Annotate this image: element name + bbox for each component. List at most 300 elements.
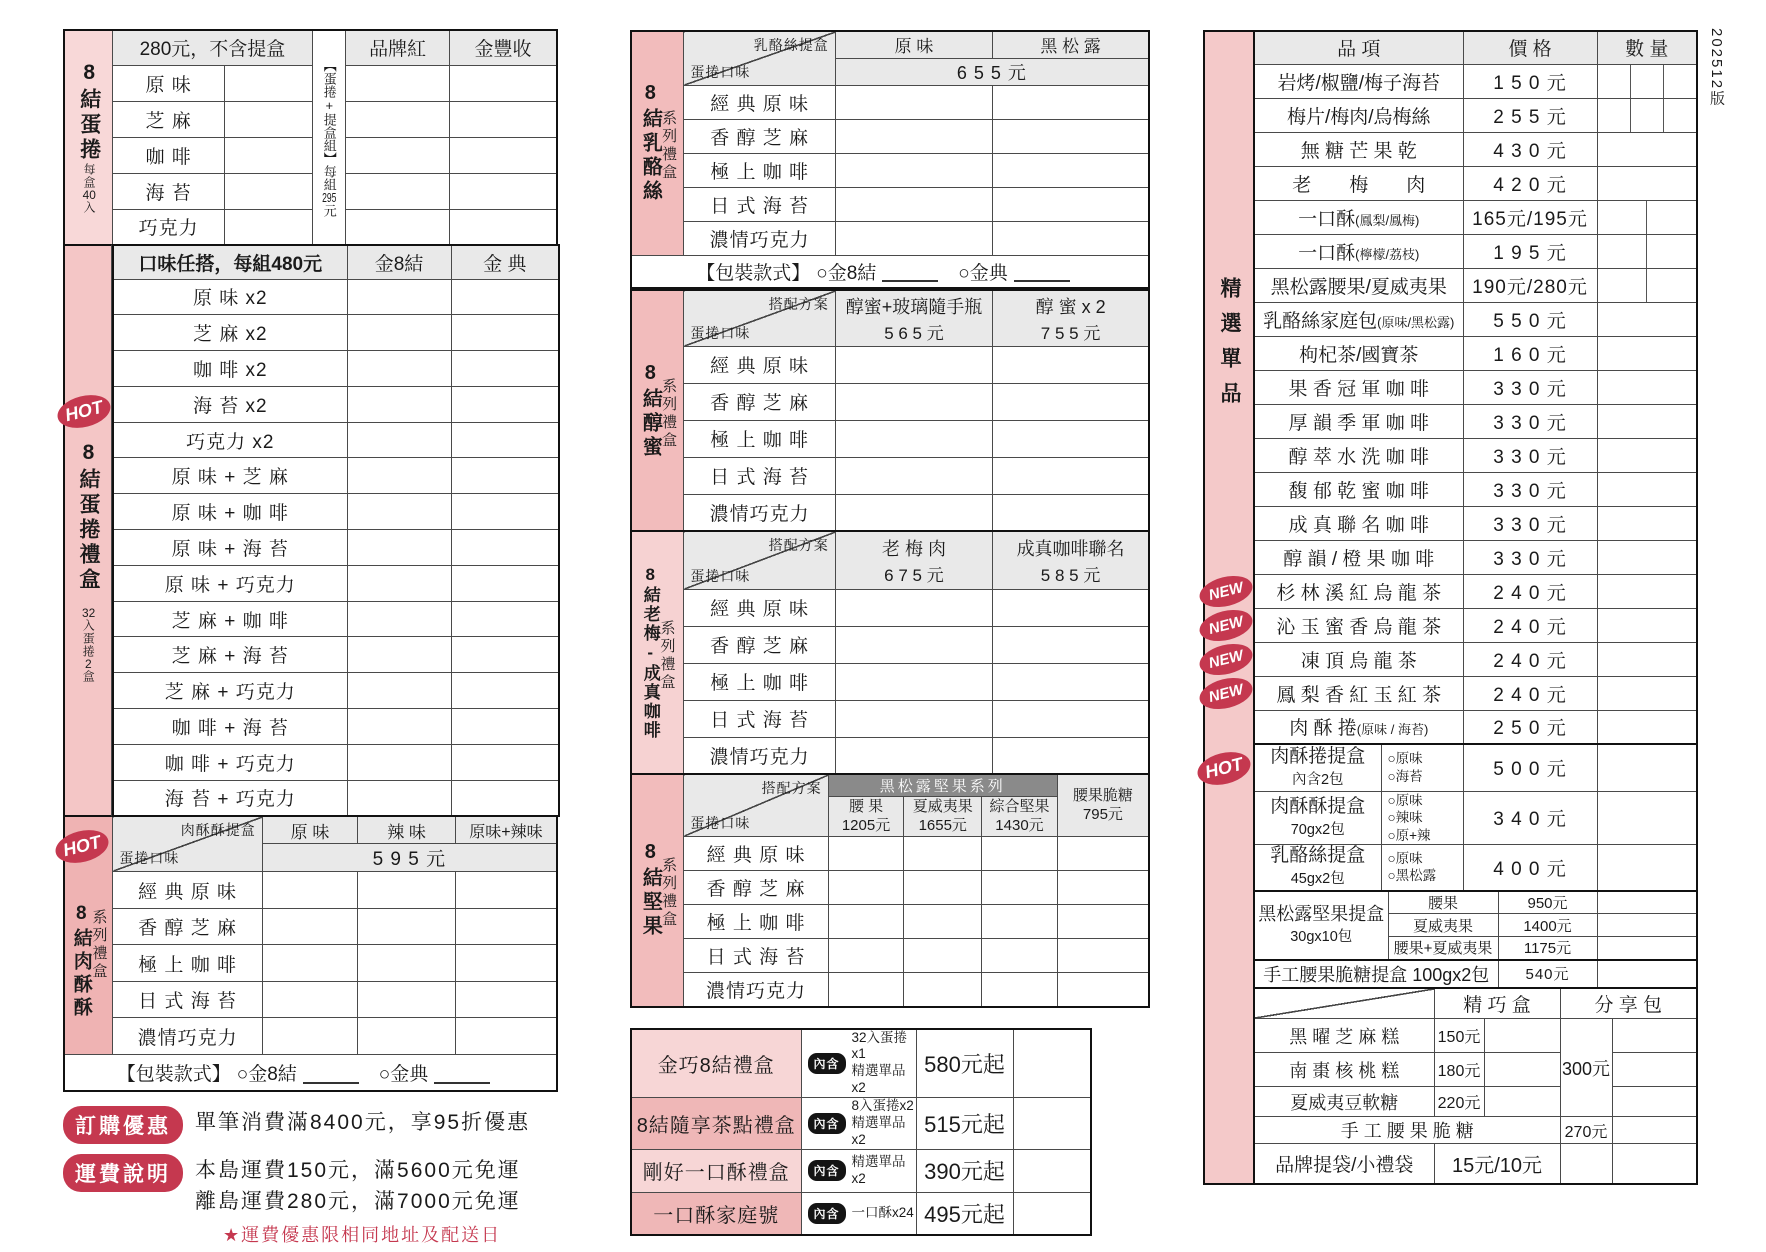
- qty-cell[interactable]: [993, 187, 1149, 221]
- qty-cell[interactable]: [1597, 744, 1697, 791]
- table-row: [631, 221, 1149, 255]
- qty-cell[interactable]: [982, 837, 1058, 871]
- qty-cell[interactable]: [835, 663, 992, 700]
- price-cell: 3 3 0 元: [1463, 438, 1597, 472]
- option-boxes-table: [1203, 743, 1698, 892]
- qty-cell[interactable]: [262, 872, 358, 909]
- qty-cell[interactable]: [904, 939, 982, 973]
- combo-label: 巧克力 x2: [113, 422, 347, 458]
- combo-label: 芝 麻 x2: [113, 315, 347, 351]
- table-row: [1254, 506, 1697, 540]
- column-header: 腰果脆糖 795元: [1057, 774, 1149, 837]
- table-row: [1254, 336, 1697, 370]
- qty-cell[interactable]: [347, 601, 451, 637]
- price-cell: 5 9 5 元: [262, 844, 557, 872]
- truffle-nut-band: 黑松露堅果系列: [828, 774, 1057, 797]
- qty-cell[interactable]: [455, 872, 557, 909]
- qty-cell[interactable]: [993, 383, 1149, 420]
- flavor-label: 香 醇 芝 麻: [684, 119, 835, 153]
- item-name: 枸杞茶/國寶茶: [1254, 336, 1463, 370]
- qty-cell[interactable]: [358, 908, 456, 945]
- qty-cell[interactable]: [835, 589, 992, 626]
- item-name: 老 梅 肉: [1254, 166, 1463, 200]
- qty-cell[interactable]: [262, 908, 358, 945]
- qty-cell[interactable]: [347, 458, 451, 494]
- qty-cell[interactable]: [1597, 540, 1697, 574]
- qty-cell[interactable]: [347, 780, 451, 816]
- combo-label: 咖 啡 + 巧克力: [113, 744, 347, 780]
- table-row: [1254, 132, 1697, 166]
- price-cell: 1 6 0 元: [1463, 336, 1597, 370]
- column-header-price: 價 格: [1463, 31, 1597, 64]
- qty-cell[interactable]: [1057, 905, 1149, 939]
- qty-cell[interactable]: [993, 626, 1149, 663]
- qty-cell[interactable]: [346, 65, 450, 101]
- qty-cell[interactable]: [1597, 64, 1697, 98]
- fill-blank[interactable]: [434, 1062, 490, 1084]
- option-original[interactable]: ○原味: [1387, 792, 1423, 808]
- qty-cell[interactable]: [982, 973, 1058, 1007]
- option-seaweed[interactable]: ○海苔: [1387, 768, 1423, 784]
- qty-cell[interactable]: [904, 905, 982, 939]
- qty-cell[interactable]: [262, 1018, 358, 1055]
- column-header: 老 梅 肉 6 7 5 元: [835, 531, 992, 589]
- sweets-table: [1253, 987, 1698, 1185]
- qty-cell[interactable]: [1597, 438, 1697, 472]
- combo-label: 海 苔 x2: [113, 386, 347, 422]
- qty-cell[interactable]: [993, 420, 1149, 457]
- qty-cell[interactable]: [993, 153, 1149, 187]
- flavor-label: 極 上 咖 啡: [684, 663, 835, 700]
- qty-cell[interactable]: [451, 673, 559, 709]
- qty-cell[interactable]: [828, 905, 904, 939]
- column-header: 原味+辣味: [455, 816, 557, 844]
- flavor-label: 香 醇 芝 麻: [684, 383, 835, 420]
- table-row: [631, 119, 1149, 153]
- qty-cell[interactable]: [224, 137, 312, 173]
- section-title: 8結老梅-成真咖啡: [640, 565, 660, 740]
- qty-cell[interactable]: [835, 420, 992, 457]
- qty-cell[interactable]: [1484, 1053, 1560, 1087]
- table-row: [1254, 710, 1697, 744]
- table-row: [1254, 200, 1697, 234]
- table-row: [631, 626, 1149, 663]
- table-row: [631, 973, 1149, 1007]
- qty-cell[interactable]: [828, 871, 904, 905]
- qty-cell[interactable]: [993, 221, 1149, 255]
- price-cell: 15元/10元: [1434, 1144, 1560, 1184]
- table-row: [64, 101, 557, 137]
- table-row: [1254, 1144, 1697, 1184]
- option-truffle[interactable]: ○黑松露: [1387, 868, 1437, 884]
- qty-cell[interactable]: [358, 872, 456, 909]
- qty-cell[interactable]: [347, 422, 451, 458]
- qty-cell[interactable]: [1597, 200, 1697, 234]
- package-option-classic[interactable]: ○金典: [378, 1064, 429, 1086]
- flavor-label: 經 典 原 味: [684, 85, 835, 119]
- price-cell: 180元: [1434, 1053, 1484, 1087]
- qty-cell[interactable]: [451, 565, 559, 601]
- qty-cell[interactable]: [1057, 871, 1149, 905]
- qty-cell[interactable]: [835, 221, 992, 255]
- flavor-label: 日 式 海 苔: [113, 981, 262, 1018]
- qty-cell[interactable]: [347, 494, 451, 530]
- qty-cell[interactable]: [1484, 1087, 1560, 1117]
- combo-label: 咖 啡 + 海 苔: [113, 709, 347, 745]
- table-row: [631, 346, 1149, 383]
- qty-cell[interactable]: [451, 601, 559, 637]
- qty-cell[interactable]: [451, 494, 559, 530]
- flavor-label: 咖 啡: [113, 137, 225, 173]
- diag-bottom-label: 蛋捲口味: [690, 324, 751, 341]
- qty-cell[interactable]: [1597, 960, 1697, 988]
- qty-cell[interactable]: [1597, 370, 1697, 404]
- pork-floss-giftbox-table: [63, 815, 558, 1093]
- price-cell: 220元: [1434, 1087, 1484, 1117]
- table-row: [1254, 845, 1697, 891]
- qty-cell[interactable]: [835, 346, 992, 383]
- flavor-label: 香 醇 芝 麻: [684, 626, 835, 663]
- diagonal-header: [113, 816, 262, 872]
- giftbox-name: 剛好一口酥禮盒: [631, 1149, 801, 1192]
- item-name: HOT 肉酥捲提盒 內含2包: [1254, 744, 1381, 791]
- table-row: [113, 245, 559, 279]
- qty-cell[interactable]: [835, 85, 992, 119]
- share-pack-price: 300元: [1560, 1019, 1612, 1117]
- qty-cell[interactable]: [346, 173, 450, 209]
- qty-cell[interactable]: [451, 279, 559, 315]
- table-row: [64, 30, 557, 65]
- qty-cell[interactable]: [904, 871, 982, 905]
- price-cell: 540元: [1498, 960, 1597, 988]
- qty-cell[interactable]: [347, 565, 451, 601]
- qty-cell[interactable]: [1057, 973, 1149, 1007]
- table-row: [113, 709, 559, 745]
- combo-label: 原 味 + 巧克力: [113, 565, 347, 601]
- qty-cell[interactable]: [904, 837, 982, 871]
- qty-cell[interactable]: [993, 457, 1149, 494]
- table-row: [64, 1054, 557, 1091]
- promo-section: [63, 1106, 543, 1247]
- qty-cell[interactable]: [982, 905, 1058, 939]
- qty-cell[interactable]: [451, 637, 559, 673]
- qty-cell[interactable]: [347, 530, 451, 566]
- qty-cell[interactable]: [347, 744, 451, 780]
- qty-cell[interactable]: [1612, 1087, 1697, 1117]
- column-header: 原 味: [835, 31, 992, 58]
- qty-cell[interactable]: [347, 637, 451, 673]
- qty-cell[interactable]: [1612, 1117, 1697, 1144]
- section-title: 8結乳酪絲: [639, 82, 662, 205]
- qty-cell[interactable]: [982, 871, 1058, 905]
- table-row: [1254, 574, 1697, 608]
- qty-cell[interactable]: [1612, 1019, 1697, 1053]
- qty-cell[interactable]: [358, 1018, 456, 1055]
- table-row: [1254, 988, 1697, 1019]
- diag-bottom-label: 蛋捲口味: [690, 567, 751, 584]
- qty-cell[interactable]: [455, 1018, 557, 1055]
- qty-cell[interactable]: [449, 173, 557, 209]
- qty-cell[interactable]: [1597, 234, 1697, 268]
- qty-cell[interactable]: [835, 457, 992, 494]
- table-row: [64, 908, 557, 945]
- qty-cell[interactable]: [224, 65, 312, 101]
- nut-giftbox-table: [630, 773, 1150, 1008]
- qty-cell[interactable]: [1057, 939, 1149, 973]
- qty-cell[interactable]: [1597, 608, 1697, 642]
- section-strip: [63, 244, 112, 817]
- qty-cell[interactable]: [993, 737, 1149, 774]
- table-row: [1254, 744, 1697, 791]
- combo-label: 芝 麻 + 海 苔: [113, 637, 347, 673]
- table-row: [64, 209, 557, 245]
- qty-cell[interactable]: [451, 709, 559, 745]
- qty-cell[interactable]: [451, 386, 559, 422]
- new-badge: NEW: [1196, 673, 1255, 714]
- qty-cell[interactable]: [1597, 166, 1697, 200]
- combo-header: 口味任搭，每組480元: [113, 245, 347, 279]
- qty-cell[interactable]: [993, 700, 1149, 737]
- qty-cell[interactable]: [1612, 1053, 1697, 1087]
- order-discount-text: 單筆消費滿8400元，享95折優惠: [195, 1111, 531, 1135]
- qty-cell[interactable]: [224, 209, 312, 245]
- qty-cell[interactable]: [451, 458, 559, 494]
- item-name: 梅片/梅肉/烏梅絲: [1254, 98, 1463, 132]
- qty-cell[interactable]: [1597, 336, 1697, 370]
- option-original[interactable]: ○原味: [1387, 850, 1423, 866]
- column-header: 醇 蜜 x 2 7 5 5 元: [993, 290, 1149, 346]
- combo-label: 原 味 x2: [113, 279, 347, 315]
- qty-cell[interactable]: [835, 153, 992, 187]
- qty-cell[interactable]: [1013, 1098, 1091, 1150]
- table-row: [631, 737, 1149, 774]
- option-mixed[interactable]: ○原+辣: [1387, 827, 1431, 843]
- qty-cell[interactable]: [346, 101, 450, 137]
- qty-cell[interactable]: [835, 494, 992, 531]
- item-name: NEW 凍 頂 烏 龍 茶: [1254, 642, 1463, 676]
- combo-label: 原 味 + 芝 麻: [113, 458, 347, 494]
- qty-cell[interactable]: [1597, 891, 1697, 914]
- qty-cell[interactable]: [1057, 837, 1149, 871]
- diag-top-label: 乳酪絲提盒: [753, 37, 829, 53]
- qty-cell[interactable]: [835, 187, 992, 221]
- qty-cell[interactable]: [358, 945, 456, 982]
- table-row: [1254, 404, 1697, 438]
- qty-cell[interactable]: [1597, 574, 1697, 608]
- table-row: [631, 1192, 1091, 1235]
- qty-cell[interactable]: [1597, 132, 1697, 166]
- price-cell: 2 5 0 元: [1463, 710, 1597, 744]
- item-name: 品牌提袋/小禮袋: [1254, 1144, 1434, 1184]
- qty-cell[interactable]: [993, 494, 1149, 531]
- qty-cell[interactable]: [835, 383, 992, 420]
- giftbox-name: 金巧8結禮盒: [631, 1029, 801, 1098]
- table-row: [631, 871, 1149, 905]
- qty-cell[interactable]: [347, 351, 451, 387]
- section-strip: [631, 31, 684, 255]
- qty-cell[interactable]: [1597, 98, 1697, 132]
- qty-cell[interactable]: [455, 908, 557, 945]
- qty-cell[interactable]: [993, 589, 1149, 626]
- qty-cell[interactable]: [1597, 710, 1697, 744]
- qty-cell[interactable]: [347, 673, 451, 709]
- column-header-brand-red: 品牌紅: [346, 30, 450, 65]
- qty-cell[interactable]: [1597, 937, 1697, 960]
- qty-cell[interactable]: [828, 973, 904, 1007]
- qty-cell[interactable]: [1597, 268, 1697, 302]
- qty-cell[interactable]: [358, 981, 456, 1018]
- qty-cell[interactable]: [451, 530, 559, 566]
- qty-cell[interactable]: [451, 315, 559, 351]
- qty-cell[interactable]: [224, 173, 312, 209]
- column-header: 辣 味: [358, 816, 456, 844]
- qty-cell[interactable]: [346, 137, 450, 173]
- price-cell: 950元: [1498, 891, 1597, 914]
- package-option-gold8[interactable]: ○金8結: [236, 1064, 297, 1086]
- flavor-label: 香 醇 芝 麻: [684, 871, 828, 905]
- qty-cell[interactable]: [347, 315, 451, 351]
- qty-cell[interactable]: [1597, 404, 1697, 438]
- qty-cell[interactable]: [262, 945, 358, 982]
- qty-cell[interactable]: [982, 939, 1058, 973]
- item-name: 一口酥(鳳梨/鳳梅): [1254, 200, 1463, 234]
- middle-column: [630, 30, 1150, 1236]
- qty-cell[interactable]: [835, 737, 992, 774]
- fill-blank[interactable]: [1014, 260, 1070, 282]
- qty-cell[interactable]: [449, 101, 557, 137]
- diag-top-label: 搭配方案: [768, 296, 829, 312]
- qty-cell[interactable]: [1597, 302, 1697, 336]
- table-row: [1254, 234, 1697, 268]
- qty-cell[interactable]: [449, 137, 557, 173]
- fill-blank[interactable]: [882, 260, 938, 282]
- section-subtitle: 系列禮盒: [658, 619, 676, 692]
- qty-cell[interactable]: [347, 386, 451, 422]
- qty-cell[interactable]: [993, 346, 1149, 383]
- flavor-label: 濃情巧克力: [684, 737, 835, 774]
- qty-cell[interactable]: [1597, 642, 1697, 676]
- price-cell: 6 5 5 元: [835, 58, 1149, 85]
- item-name: 成 真 聯 名 咖 啡: [1254, 506, 1463, 540]
- package-option-classic[interactable]: ○金典: [958, 262, 1008, 284]
- qty-cell[interactable]: [828, 837, 904, 871]
- qty-cell[interactable]: [1597, 506, 1697, 540]
- fill-blank[interactable]: [303, 1062, 359, 1084]
- qty-cell[interactable]: [835, 119, 992, 153]
- qty-cell[interactable]: [224, 101, 312, 137]
- price-cell: 495元起: [916, 1192, 1013, 1235]
- section-strip: [61, 816, 113, 1055]
- section-note: 32入蛋捲2盒: [81, 607, 96, 683]
- qty-cell[interactable]: [455, 981, 557, 1018]
- truffle-nut-box-table: [1253, 890, 1698, 961]
- qty-cell[interactable]: [993, 663, 1149, 700]
- table-row: [113, 601, 559, 637]
- qty-cell[interactable]: [1013, 1029, 1091, 1098]
- qty-cell[interactable]: [993, 119, 1149, 153]
- item-name: 黑松露腰果/夏威夷果: [1254, 268, 1463, 302]
- flavor-options: [1381, 791, 1463, 845]
- package-option-gold8[interactable]: ○金8結: [816, 262, 877, 284]
- price-cell: 2 4 0 元: [1463, 642, 1597, 676]
- qty-cell[interactable]: [828, 939, 904, 973]
- price-cell: 1400元: [1498, 914, 1597, 937]
- qty-cell[interactable]: [451, 744, 559, 780]
- table-row: [631, 531, 1149, 589]
- qty-cell[interactable]: [262, 981, 358, 1018]
- giftbox-contents: 內含 精選單品x2: [801, 1149, 916, 1192]
- qty-cell[interactable]: [1560, 1144, 1612, 1184]
- qty-cell[interactable]: [1013, 1149, 1091, 1192]
- qty-cell[interactable]: [449, 209, 557, 245]
- section-subtitle: 系列禮盒: [660, 377, 678, 450]
- table-row: [1254, 791, 1697, 845]
- qty-cell[interactable]: [1484, 1019, 1560, 1053]
- qty-cell[interactable]: [451, 351, 559, 387]
- flavor-label: 日 式 海 苔: [684, 700, 835, 737]
- qty-cell[interactable]: [904, 973, 982, 1007]
- qty-cell[interactable]: [835, 626, 992, 663]
- qty-cell[interactable]: [451, 422, 559, 458]
- price-header: 280元，不含提盒: [113, 30, 312, 65]
- contents-badge: 內含: [808, 1053, 846, 1074]
- table-row: [631, 1149, 1091, 1192]
- column-header-gold-classic: 金 典: [451, 245, 559, 279]
- flavor-label: 濃情巧克力: [113, 1018, 262, 1055]
- qty-cell[interactable]: [451, 780, 559, 816]
- qty-cell[interactable]: [835, 700, 992, 737]
- qty-cell[interactable]: [347, 709, 451, 745]
- flavor-label: 濃情巧克力: [684, 221, 835, 255]
- table-row: [64, 65, 557, 101]
- qty-cell[interactable]: [455, 945, 557, 982]
- table-row: [631, 457, 1149, 494]
- price-cell: 1 5 0 元: [1463, 64, 1597, 98]
- table-row: [1254, 960, 1697, 988]
- option-spicy[interactable]: ○辣味: [1387, 810, 1423, 826]
- qty-cell[interactable]: [1013, 1192, 1091, 1235]
- diagonal-header: [684, 31, 835, 85]
- qty-cell[interactable]: [449, 65, 557, 101]
- qty-cell[interactable]: [993, 85, 1149, 119]
- qty-cell[interactable]: [1597, 914, 1697, 937]
- table-row: [631, 187, 1149, 221]
- section-title: 8結肉酥酥: [70, 902, 92, 1020]
- option-original[interactable]: ○原味: [1387, 751, 1423, 767]
- table-row: [113, 351, 559, 387]
- table-row: [113, 744, 559, 780]
- table-row: [1254, 642, 1697, 676]
- item-name: 醇 萃 水 洗 咖 啡: [1254, 438, 1463, 472]
- qty-cell[interactable]: [1597, 472, 1697, 506]
- qty-cell[interactable]: [1597, 676, 1697, 710]
- qty-cell[interactable]: [347, 279, 451, 315]
- price-cell: 2 4 0 元: [1463, 676, 1597, 710]
- qty-cell[interactable]: [346, 209, 450, 245]
- new-badge: NEW: [1196, 639, 1255, 680]
- qty-cell[interactable]: [1597, 791, 1697, 845]
- section-title: 8結堅果: [639, 841, 662, 940]
- qty-cell[interactable]: [1612, 1144, 1697, 1184]
- flavor-options: [1381, 845, 1463, 891]
- table-row: [113, 422, 559, 458]
- flavor-label: 香 醇 芝 麻: [113, 908, 262, 945]
- combo-side-note: 【蛋捲+提盒組】每組295元: [312, 30, 346, 245]
- variant-label: 腰果: [1388, 891, 1498, 914]
- table-row: [1254, 31, 1697, 64]
- qty-cell[interactable]: [1597, 845, 1697, 891]
- price-cell: 3 3 0 元: [1463, 370, 1597, 404]
